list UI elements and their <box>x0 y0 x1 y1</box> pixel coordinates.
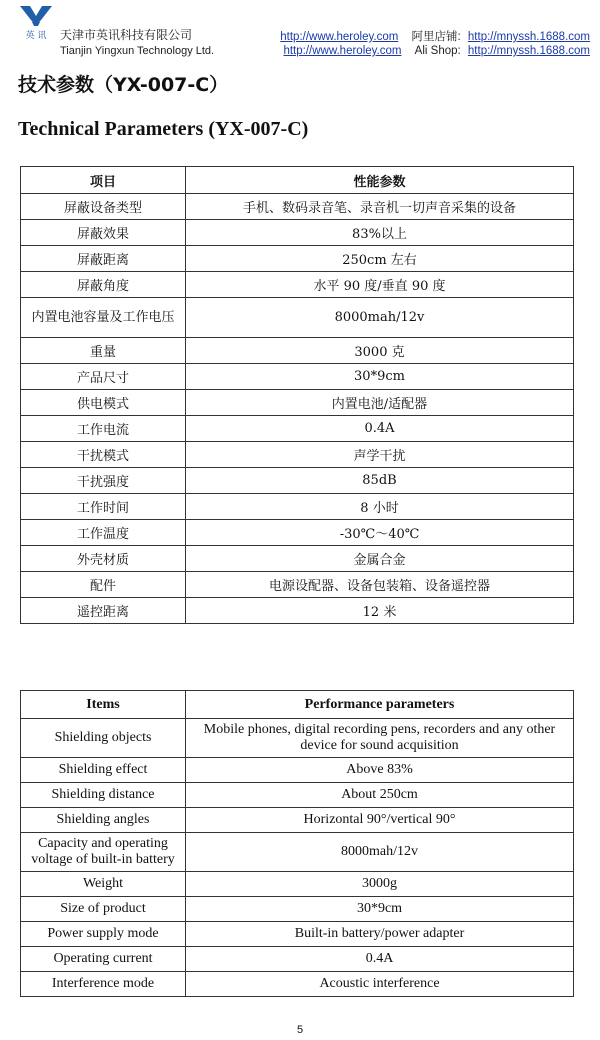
row-value: 3000g <box>186 872 574 897</box>
website-link[interactable]: http://www.heroley.com <box>283 45 402 57</box>
table-row <box>21 546 574 572</box>
table-row <box>21 246 574 272</box>
row-label: Weight <box>21 872 186 897</box>
row-value: 8000mah/12v <box>186 833 574 872</box>
column-header-parameters: Performance parameters <box>186 691 574 719</box>
row-value: 30*9cm <box>186 364 574 390</box>
row-label: 内置电池容量及工作电压 <box>21 298 186 338</box>
row-value: About 250cm <box>186 783 574 808</box>
table-row <box>21 808 574 833</box>
table-row <box>21 758 574 783</box>
shop-label-en: Ali Shop: <box>414 45 461 57</box>
row-value: 8000mah/12v <box>186 298 574 338</box>
table-row <box>21 220 574 246</box>
table-row <box>21 272 574 298</box>
table-row <box>21 520 574 546</box>
row-label: 屏蔽角度 <box>21 272 186 298</box>
table-header-row <box>21 167 574 194</box>
specs-table-cn <box>20 166 574 624</box>
logo-text: 英 讯 <box>25 31 47 40</box>
column-header-parameter: 性能参数 <box>186 167 574 194</box>
row-label: Power supply mode <box>21 922 186 947</box>
row-value: 3000 克 <box>186 338 574 364</box>
row-value: 30*9cm <box>186 897 574 922</box>
row-value: 12 米 <box>186 598 574 624</box>
company-logo-icon <box>18 4 54 40</box>
row-value: Acoustic interference <box>186 972 574 997</box>
specs-table-en <box>20 690 574 997</box>
row-label: 干扰强度 <box>21 468 186 494</box>
table-row <box>21 833 574 872</box>
table-row <box>21 468 574 494</box>
table-row <box>21 494 574 520</box>
row-label: Shielding effect <box>21 758 186 783</box>
shop-link[interactable]: http://mnyssh.1688.com <box>467 31 590 43</box>
table-row <box>21 719 574 758</box>
row-label: 重量 <box>21 338 186 364</box>
row-value: 8 小时 <box>186 494 574 520</box>
column-header-item: 项目 <box>21 167 186 194</box>
table-row <box>21 338 574 364</box>
row-value: 250cm 左右 <box>186 246 574 272</box>
table-row <box>21 364 574 390</box>
row-value: Horizontal 90°/vertical 90° <box>186 808 574 833</box>
page-number: 5 <box>296 1024 304 1036</box>
table-row <box>21 298 574 338</box>
row-value: 声学干扰 <box>186 442 574 468</box>
table-header-row <box>21 691 574 719</box>
shop-label-cn: 阿里店铺: <box>411 31 461 43</box>
table-row <box>21 390 574 416</box>
website-link[interactable]: http://www.heroley.com <box>280 31 399 43</box>
company-name-cn: 天津市英讯科技有限公司 <box>60 28 193 42</box>
row-label: 产品尺寸 <box>21 364 186 390</box>
table-row <box>21 872 574 897</box>
page-header <box>0 0 600 62</box>
row-label: 屏蔽距离 <box>21 246 186 272</box>
page-title-cn: 技术参数（YX-007-C） <box>18 74 229 96</box>
row-label: 工作温度 <box>21 520 186 546</box>
row-label: Shielding objects <box>21 719 186 758</box>
row-label: Interference mode <box>21 972 186 997</box>
table-row <box>21 598 574 624</box>
row-value: Mobile phones, digital recording pens, recorders and any other device for sound acquisition <box>186 719 574 758</box>
row-label: Operating current <box>21 947 186 972</box>
row-value: Built-in battery/power adapter <box>186 922 574 947</box>
row-value: 83%以上 <box>186 220 574 246</box>
row-value: 内置电池/适配器 <box>186 390 574 416</box>
row-label: Shielding angles <box>21 808 186 833</box>
row-value: 手机、数码录音笔、录音机一切声音采集的设备 <box>186 194 574 220</box>
table-row <box>21 922 574 947</box>
row-value: 金属合金 <box>186 546 574 572</box>
table-row <box>21 897 574 922</box>
row-value: 0.4A <box>186 947 574 972</box>
shop-link[interactable]: http://mnyssh.1688.com <box>467 45 590 57</box>
company-name-en: Tianjin Yingxun Technology Ltd. <box>60 45 215 57</box>
table-row <box>21 442 574 468</box>
row-value: 电源设配器、设备包装箱、设备遥控器 <box>186 572 574 598</box>
links-row-cn <box>280 28 590 44</box>
table-row <box>21 947 574 972</box>
column-header-items: Items <box>21 691 186 719</box>
row-value: 85dB <box>186 468 574 494</box>
row-label: 配件 <box>21 572 186 598</box>
table-row <box>21 194 574 220</box>
row-value: 水平 90 度/垂直 90 度 <box>186 272 574 298</box>
row-value: -30℃～40℃ <box>186 520 574 546</box>
row-label: 工作电流 <box>21 416 186 442</box>
links-row-en <box>283 45 590 57</box>
row-label: Capacity and operating voltage of built-in battery <box>21 833 186 872</box>
row-label: 工作时间 <box>21 494 186 520</box>
row-label: 屏蔽设备类型 <box>21 194 186 220</box>
row-label: Size of product <box>21 897 186 922</box>
row-label: 供电模式 <box>21 390 186 416</box>
page-title-en: Technical Parameters (YX-007-C) <box>18 118 309 140</box>
row-label: 屏蔽效果 <box>21 220 186 246</box>
row-label: 干扰模式 <box>21 442 186 468</box>
table-row <box>21 783 574 808</box>
row-label: 外壳材质 <box>21 546 186 572</box>
row-label: 遥控距离 <box>21 598 186 624</box>
row-value: 0.4A <box>186 416 574 442</box>
table-row <box>21 416 574 442</box>
row-label: Shielding distance <box>21 783 186 808</box>
table-row <box>21 572 574 598</box>
row-value: Above 83% <box>186 758 574 783</box>
table-row <box>21 972 574 997</box>
